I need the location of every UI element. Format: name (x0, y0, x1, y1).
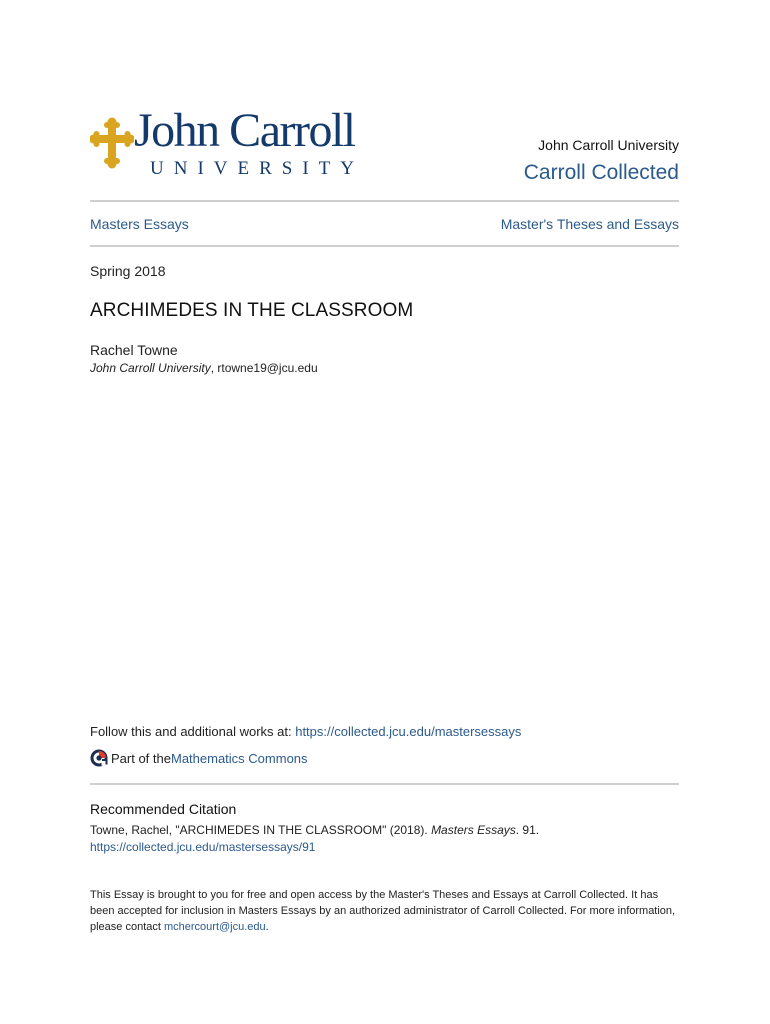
citation-number: . 91. (515, 823, 540, 837)
access-notice (90, 887, 680, 935)
author-affiliation (90, 361, 318, 375)
divider-citation (90, 783, 679, 785)
header-right (524, 137, 679, 185)
author-name: Rachel Towne (90, 342, 178, 358)
citation-url-link[interactable]: https://collected.jcu.edu/mastersessays/91 (90, 840, 316, 854)
citation-block (90, 822, 539, 856)
contact-email-link[interactable]: mchercourt@jcu.edu (164, 921, 266, 933)
publication-date: Spring 2018 (90, 263, 166, 279)
divider-breadcrumb (90, 245, 679, 247)
network-commons-icon (90, 749, 108, 767)
follow-url-link[interactable]: https://collected.jcu.edu/mastersessays (295, 724, 522, 739)
series-link[interactable]: Masters Essays (90, 216, 189, 232)
notice-end: . (265, 921, 269, 933)
essay-title: ARCHIMEDES IN THE CLASSROOM (90, 300, 414, 321)
citation-heading: Recommended Citation (90, 801, 237, 817)
notice-text: This Essay is brought to you for free and open access by the Master's Theses and Essays at Carroll Collected. It has been accepted for inclusion in Masters Essays by an authorized administrator of Carroll Collected. For more information, please contact (90, 889, 676, 933)
author-email: , rtowne19@jcu.edu (210, 361, 318, 375)
logo-wordmark: John Carroll (134, 104, 355, 157)
logo-subtitle: UNIVERSITY (150, 158, 364, 179)
part-of-prefix: Part of the (111, 750, 171, 766)
university-logo[interactable] (90, 104, 370, 185)
university-name: John Carroll University (538, 137, 679, 153)
collection-link[interactable]: Master's Theses and Essays (500, 216, 679, 232)
author-institution: John Carroll University (90, 361, 211, 375)
part-of-line (90, 749, 308, 767)
cross-logo-icon (90, 117, 134, 169)
follow-line (90, 724, 521, 739)
repository-name[interactable]: Carroll Collected (523, 161, 679, 184)
citation-line (90, 822, 539, 839)
follow-prefix: Follow this and additional works at: (90, 724, 296, 739)
citation-text: Towne, Rachel, "ARCHIMEDES IN THE CLASSROOM" (2018). (90, 823, 432, 837)
citation-journal: Masters Essays (431, 823, 516, 837)
mathematics-commons-link[interactable]: Mathematics Commons (170, 750, 308, 766)
divider-top (90, 200, 679, 202)
